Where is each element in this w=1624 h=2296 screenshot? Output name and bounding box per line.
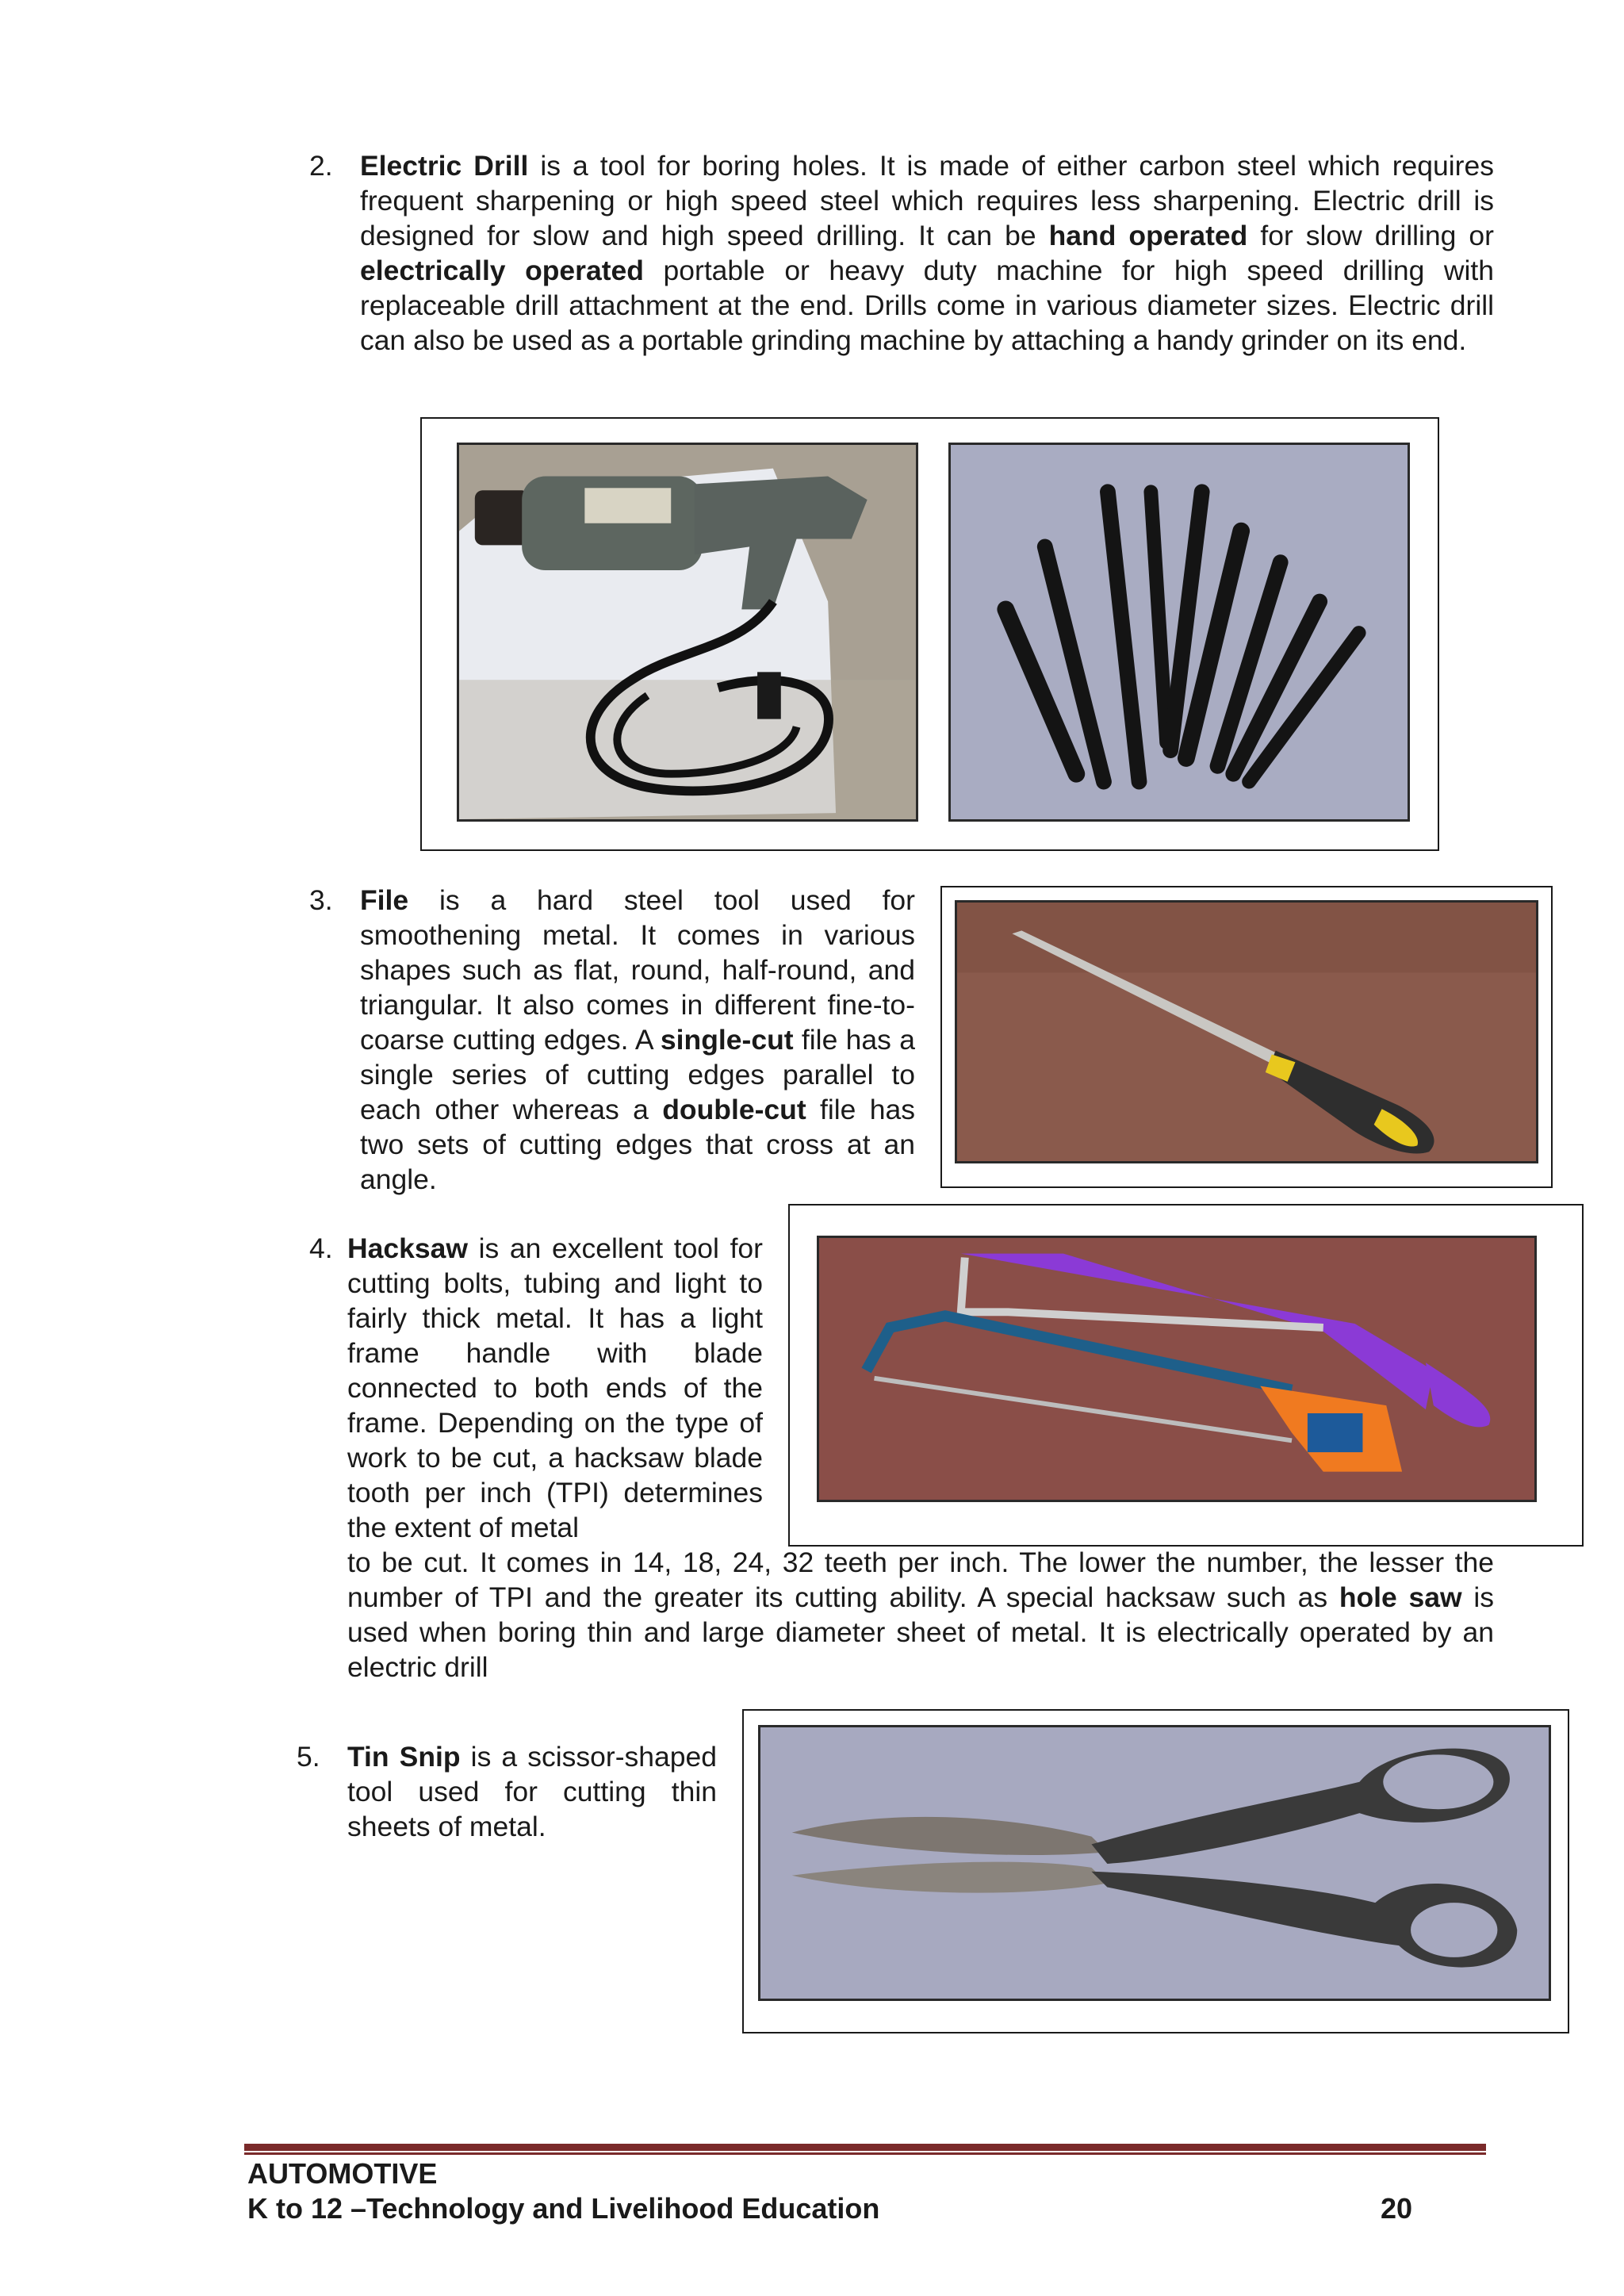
text-run: file has two sets of cutting edges that cross at an angle. bbox=[360, 1094, 915, 1195]
text-run: for slow drilling or bbox=[1247, 220, 1494, 251]
text-run: portable or heavy duty machine for high speed drilling with replaceable drill attachment at the end. Drills come in various diameter sizes. Electric drill can also be used as a portable grinding machine by attaching a handy grinder on its end. bbox=[360, 255, 1495, 356]
bold-term: Hacksaw bbox=[347, 1232, 468, 1264]
bold-term: single-cut bbox=[660, 1024, 794, 1056]
item-number: 2. bbox=[309, 150, 333, 182]
hacksaw-photo bbox=[817, 1236, 1537, 1502]
text-run: is a tool for boring holes. It is made of either carbon steel which requires frequent sharpening or high speed steel which requires less sharpening. Electric drill is designed for slow and high speed drilling. It can be bbox=[360, 150, 1494, 251]
electric-drill-figure bbox=[420, 417, 1439, 851]
footer-subject: AUTOMOTIVE bbox=[247, 2157, 438, 2190]
hacksaw-figure bbox=[788, 1204, 1584, 1547]
page-number: 20 bbox=[1381, 2192, 1413, 2225]
bold-term: File bbox=[360, 884, 409, 916]
tin-snip-photo bbox=[758, 1725, 1551, 2001]
footer-rule bbox=[244, 2144, 1486, 2151]
text-run: to be cut. It comes in 14, 18, 24, 32 teeth per inch. The lower the number, the lesser the number of TPI and the greater its cutting ability. A special hacksaw such as bbox=[347, 1547, 1494, 1613]
tin-snip-figure bbox=[742, 1709, 1569, 2033]
item-number: 3. bbox=[309, 884, 333, 916]
text-run: is an excellent tool for cutting bolts, tubing and light to fairly thick metal. It has a light frame handle with blade connected to both ends of the frame. Depending on the type of work to be cut, a hacksaw blade tooth per inch (TPI) determines the extent of metal bbox=[347, 1232, 763, 1543]
bold-term: hole saw bbox=[1339, 1581, 1462, 1613]
electric-drill-photo bbox=[457, 443, 918, 822]
item-tin-snip-text bbox=[347, 1739, 717, 1844]
bold-term: electrically operated bbox=[360, 255, 644, 286]
file-figure bbox=[940, 886, 1553, 1188]
bold-term: Tin Snip bbox=[347, 1741, 461, 1773]
file-photo bbox=[955, 900, 1538, 1163]
bold-term: double-cut bbox=[662, 1094, 806, 1125]
bold-term: Electric Drill bbox=[360, 150, 529, 182]
item-number: 4. bbox=[309, 1232, 333, 1264]
bold-term: hand operated bbox=[1048, 220, 1248, 251]
text-run: is a hard steel tool used for smoothening metal. It comes in various shapes such as flat, round, half-round, and triangular. It also comes in different fine-to-coarse cutting edges. A bbox=[360, 884, 915, 1056]
text-run: is a scissor-shaped tool used for cutting thin sheets of metal. bbox=[347, 1741, 717, 1842]
item-hacksaw-continuation bbox=[347, 1545, 1494, 1685]
text-run: file has a single series of cutting edges parallel to each other whereas a bbox=[360, 1024, 916, 1125]
footer-rule-thin bbox=[244, 2152, 1486, 2155]
item-hacksaw-text bbox=[347, 1231, 763, 1545]
item-file-text bbox=[360, 883, 915, 1197]
item-number: 5. bbox=[297, 1741, 320, 1773]
drill-bits-photo bbox=[948, 443, 1410, 822]
text-run: is used when boring thin and large diameter sheet of metal. It is electrically operated by an electric drill bbox=[347, 1581, 1494, 1683]
footer-course: K to 12 –Technology and Livelihood Education bbox=[247, 2192, 880, 2225]
item-electric-drill-text bbox=[360, 148, 1494, 358]
